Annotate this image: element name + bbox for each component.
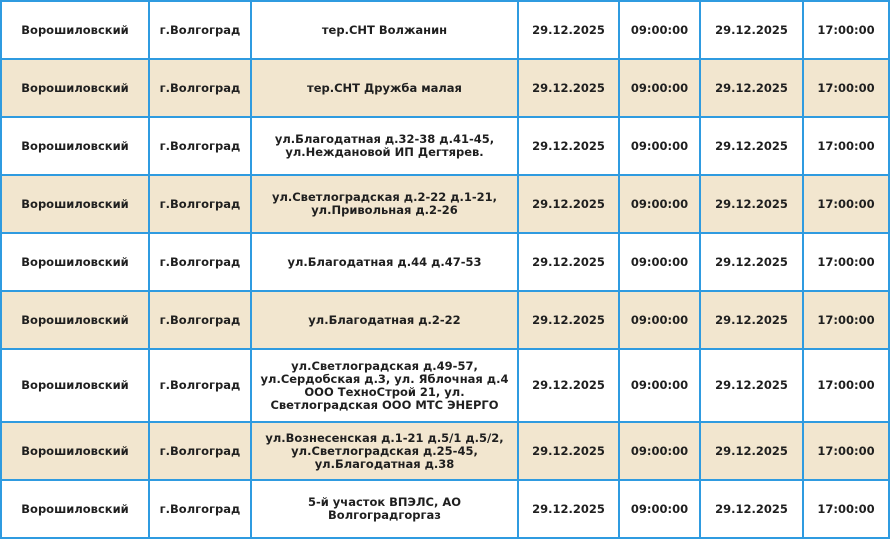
table-row xyxy=(1,422,889,480)
table-row xyxy=(1,175,889,233)
start-date-cell: 29.12.2025 xyxy=(518,349,619,422)
start-time-cell: 09:00:00 xyxy=(619,1,700,59)
end-date-cell: 29.12.2025 xyxy=(700,233,803,291)
district-cell: Ворошиловский xyxy=(1,233,149,291)
district-cell: Ворошиловский xyxy=(1,422,149,480)
end-time-cell: 17:00:00 xyxy=(803,422,889,480)
start-time-cell: 09:00:00 xyxy=(619,233,700,291)
address-line: тер.СНТ Дружба малая xyxy=(307,80,462,95)
end-time-cell: 17:00:00 xyxy=(803,117,889,175)
end-time-cell: 17:00:00 xyxy=(803,480,889,538)
city-cell: г.Волгоград xyxy=(149,349,251,422)
city-cell: г.Волгоград xyxy=(149,175,251,233)
start-time-cell: 09:00:00 xyxy=(619,59,700,117)
table-row xyxy=(1,117,889,175)
end-time-cell: 17:00:00 xyxy=(803,1,889,59)
address-line: ул.Светлоградская д.2-22 д.1-21, xyxy=(271,190,498,204)
city-cell: г.Волгоград xyxy=(149,422,251,480)
address-cell xyxy=(251,233,518,291)
start-time-cell: 09:00:00 xyxy=(619,117,700,175)
start-time-cell: 09:00:00 xyxy=(619,422,700,480)
city-cell: г.Волгоград xyxy=(149,233,251,291)
district-cell: Ворошиловский xyxy=(1,117,149,175)
start-date-cell: 29.12.2025 xyxy=(518,1,619,59)
address-cell xyxy=(251,480,518,538)
end-time-cell: 17:00:00 xyxy=(803,175,889,233)
start-date-cell: 29.12.2025 xyxy=(518,233,619,291)
district-cell: Ворошиловский xyxy=(1,291,149,349)
table-row xyxy=(1,1,889,59)
city-cell: г.Волгоград xyxy=(149,117,251,175)
address-line: ул.Неждановой ИП Дегтярев. xyxy=(285,145,484,159)
city-cell: г.Волгоград xyxy=(149,1,251,59)
district-cell: Ворошиловский xyxy=(1,59,149,117)
end-date-cell: 29.12.2025 xyxy=(700,1,803,59)
table-row xyxy=(1,480,889,538)
start-time-cell: 09:00:00 xyxy=(619,175,700,233)
address-line: ул.Привольная д.2-26 xyxy=(311,203,458,217)
end-time-cell: 17:00:00 xyxy=(803,291,889,349)
table-row xyxy=(1,349,889,422)
end-date-cell: 29.12.2025 xyxy=(700,349,803,422)
end-date-cell: 29.12.2025 xyxy=(700,175,803,233)
district-cell: Ворошиловский xyxy=(1,349,149,422)
address-line: 5-й участок ВПЭЛС, АО Волгоградгоргаз xyxy=(307,495,462,522)
start-time-cell: 09:00:00 xyxy=(619,291,700,349)
start-date-cell: 29.12.2025 xyxy=(518,422,619,480)
address-cell xyxy=(251,59,518,117)
district-cell: Ворошиловский xyxy=(1,1,149,59)
address-cell xyxy=(251,175,518,233)
address-line: ул.Светлоградская д.49-57, xyxy=(291,358,478,373)
address-line: ул.Сердобская д.3, ул. Яблочная д.4 xyxy=(260,371,509,386)
end-date-cell: 29.12.2025 xyxy=(700,117,803,175)
end-date-cell: 29.12.2025 xyxy=(700,291,803,349)
start-date-cell: 29.12.2025 xyxy=(518,291,619,349)
start-time-cell: 09:00:00 xyxy=(619,349,700,422)
address-line: ул.Благодатная д.38 xyxy=(314,456,455,471)
end-date-cell: 29.12.2025 xyxy=(700,480,803,538)
end-time-cell: 17:00:00 xyxy=(803,349,889,422)
address-line: ул.Благодатная д.32-38 д.41-45, xyxy=(274,132,495,146)
city-cell: г.Волгоград xyxy=(149,480,251,538)
start-time-cell: 09:00:00 xyxy=(619,480,700,538)
start-date-cell: 29.12.2025 xyxy=(518,59,619,117)
start-date-cell: 29.12.2025 xyxy=(518,480,619,538)
address-line: ул.Благодатная д.44 д.47-53 xyxy=(287,254,482,269)
district-cell: Ворошиловский xyxy=(1,480,149,538)
address-cell xyxy=(251,422,518,480)
address-line: тер.СНТ Волжанин xyxy=(321,22,448,37)
end-date-cell: 29.12.2025 xyxy=(700,59,803,117)
city-cell: г.Волгоград xyxy=(149,59,251,117)
end-date-cell: 29.12.2025 xyxy=(700,422,803,480)
address-line: ул.Вознесенская д.1-21 д.5/1 д.5/2, xyxy=(265,430,504,445)
address-line: Светлоградская ООО МТС ЭНЕРГО xyxy=(270,397,499,412)
address-cell xyxy=(251,117,518,175)
address-cell xyxy=(251,1,518,59)
start-date-cell: 29.12.2025 xyxy=(518,175,619,233)
start-date-cell: 29.12.2025 xyxy=(518,117,619,175)
address-cell xyxy=(251,349,518,422)
table-row xyxy=(1,233,889,291)
address-line: ул.Благодатная д.2-22 xyxy=(308,312,461,327)
city-cell: г.Волгоград xyxy=(149,291,251,349)
table-row xyxy=(1,291,889,349)
end-time-cell: 17:00:00 xyxy=(803,59,889,117)
address-cell xyxy=(251,291,518,349)
address-line: ул.Светлоградская д.25-45, xyxy=(291,443,478,458)
end-time-cell: 17:00:00 xyxy=(803,233,889,291)
district-cell: Ворошиловский xyxy=(1,175,149,233)
table-row xyxy=(1,59,889,117)
table-body xyxy=(1,1,889,538)
address-line: ООО ТехноСтрой 21, ул. xyxy=(304,384,465,399)
